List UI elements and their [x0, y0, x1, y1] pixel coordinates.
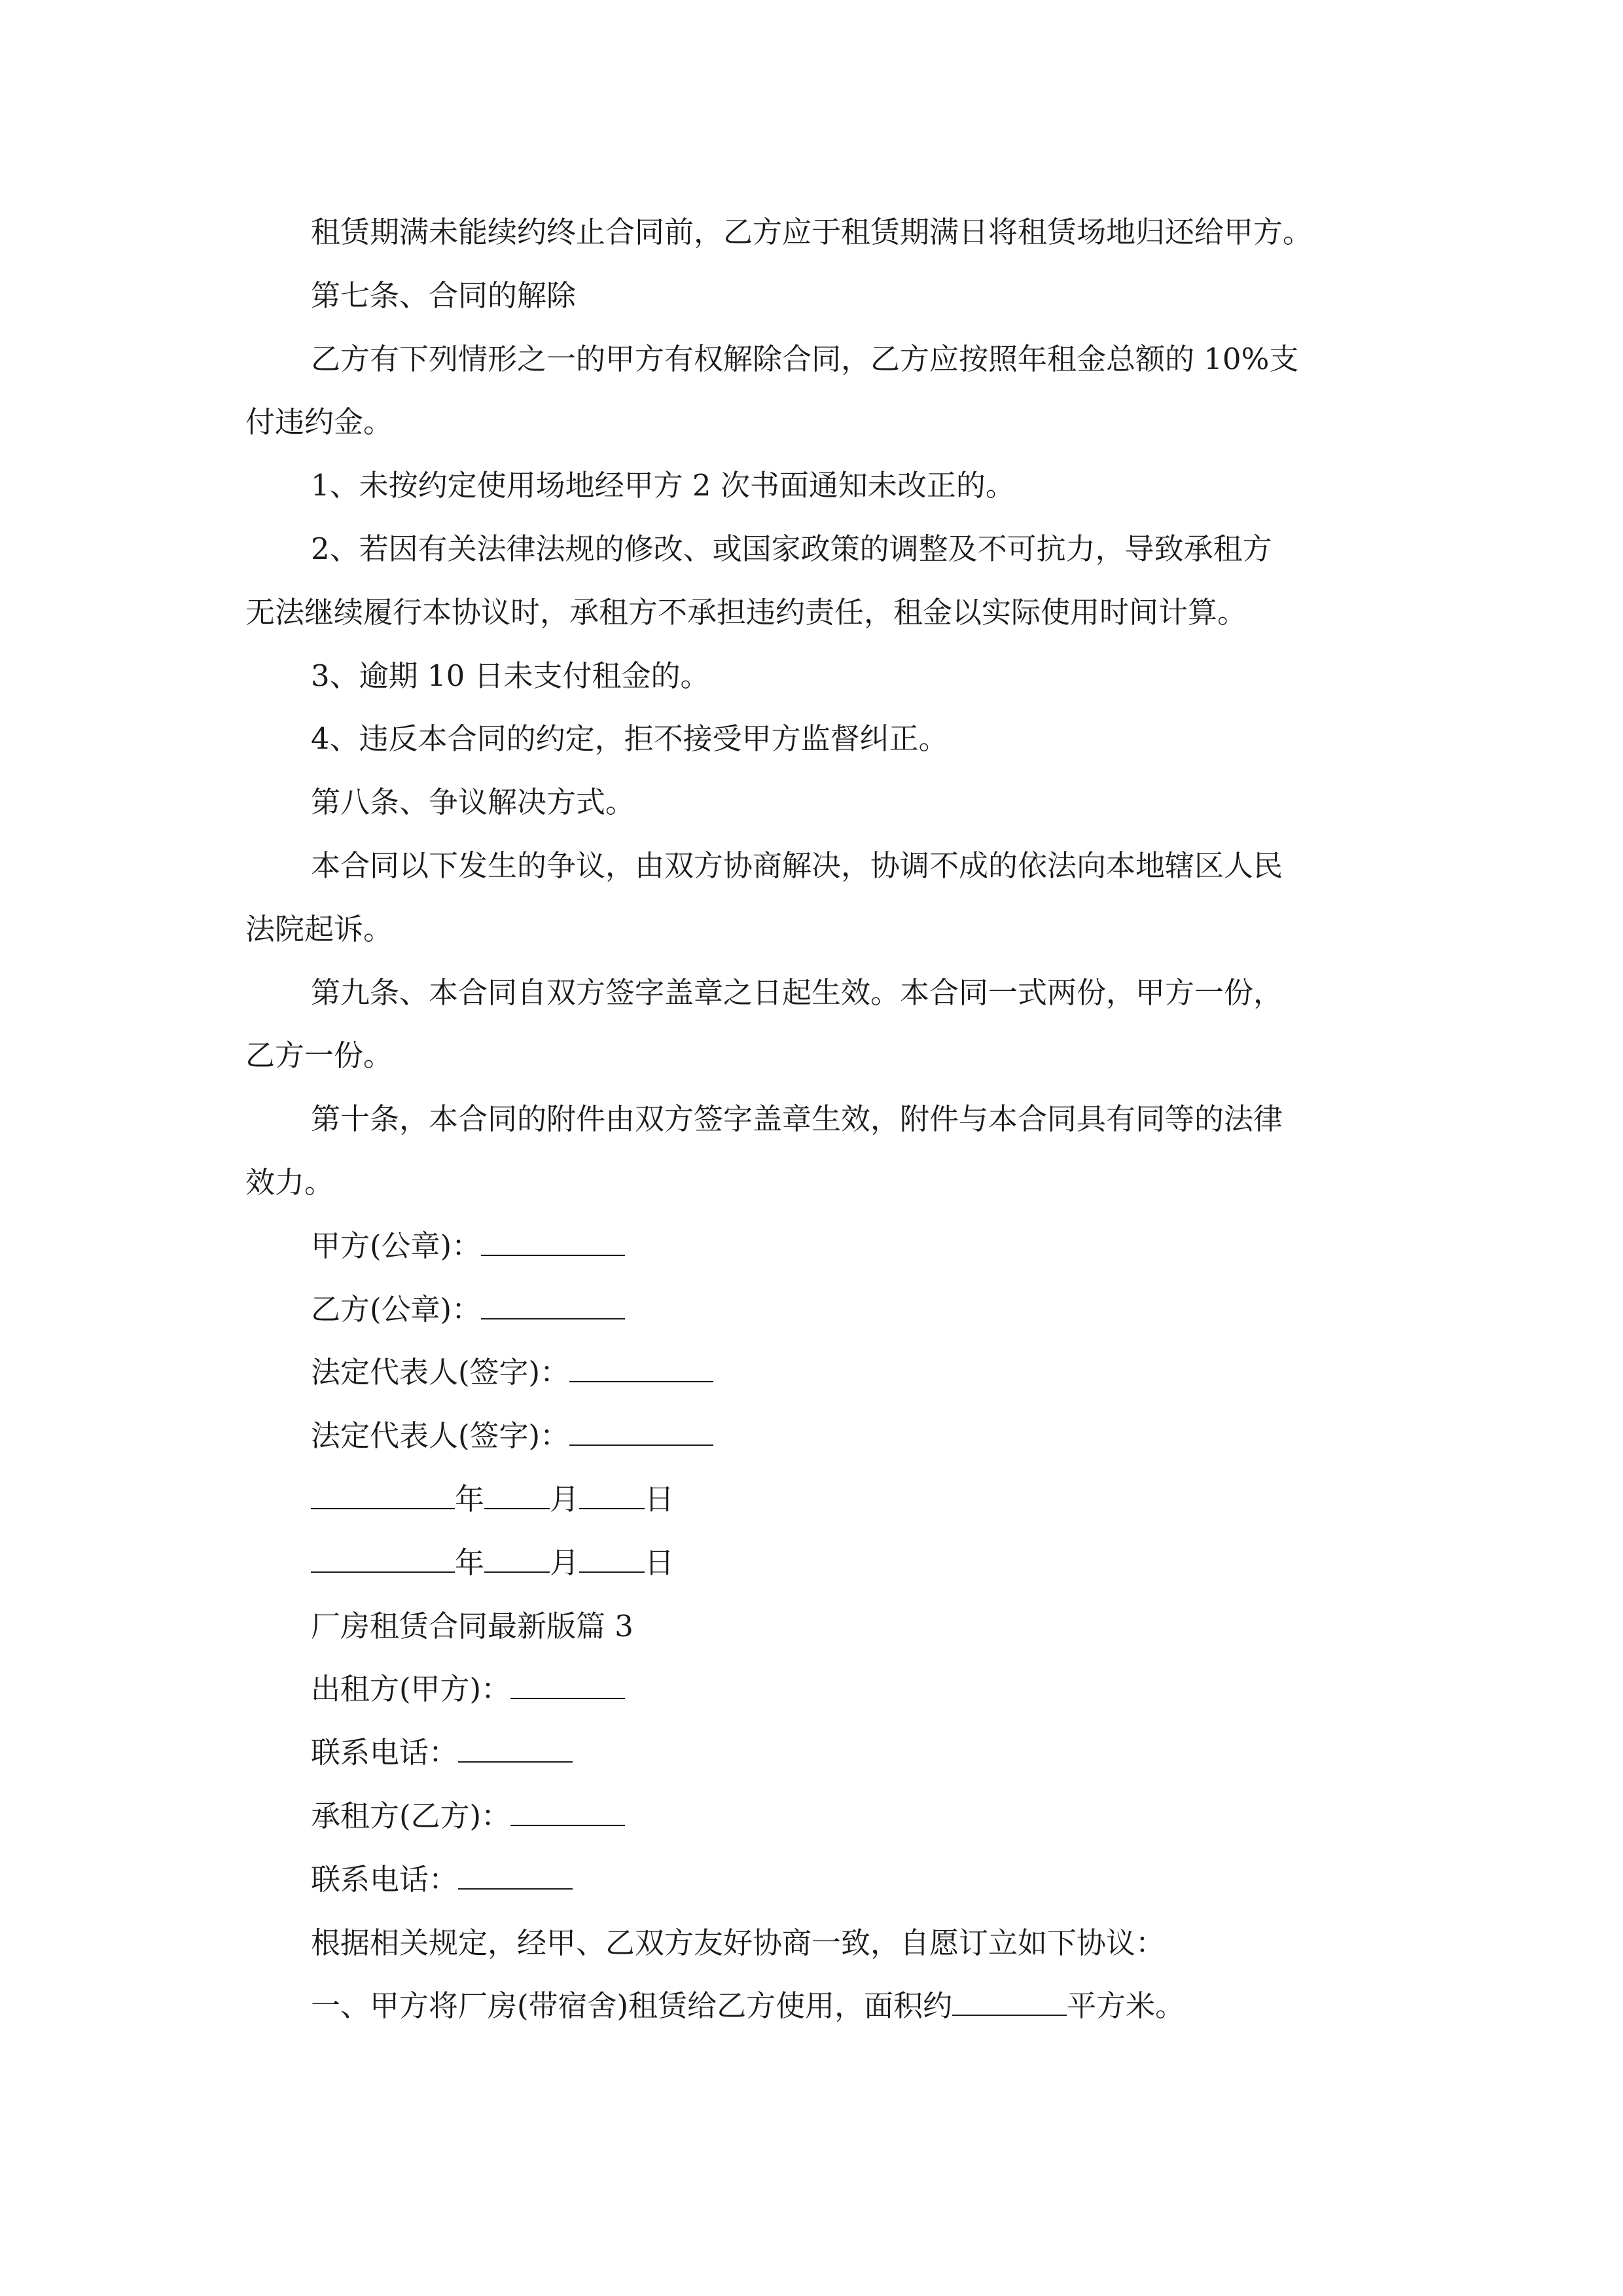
party-label: 出租方(甲方)：	[311, 1672, 511, 1706]
intro-paragraph: 根据相关规定，经甲、乙双方友好协商一致，自愿订立如下协议：	[311, 1926, 1166, 1960]
clause-text: 一、甲方将厂房(带宿舍)租赁给乙方使用，面积约	[311, 1988, 953, 2023]
year-blank	[311, 1551, 455, 1573]
signature-blank	[569, 1360, 713, 1382]
day-label: 日	[645, 1545, 675, 1580]
signature-label: 甲方(公章)：	[311, 1229, 482, 1263]
signature-party-a	[311, 1214, 625, 1278]
date-line	[311, 1467, 674, 1531]
year-blank	[311, 1487, 455, 1509]
month-label: 月	[550, 1482, 580, 1516]
list-item: 3、逾期 10 日未支付租金的。	[311, 658, 710, 693]
day-label: 日	[645, 1482, 675, 1516]
day-blank	[579, 1551, 645, 1573]
year-label: 年	[455, 1545, 485, 1580]
section-title: 厂房租赁合同最新版篇 3	[311, 1609, 633, 1643]
list-item: 4、违反本合同的约定，拒不接受甲方监督纠正。	[311, 721, 948, 756]
area-blank	[952, 1994, 1067, 2016]
party-label: 承租方(乙方)：	[311, 1799, 511, 1833]
clause-text: 平方米。	[1067, 1988, 1185, 2023]
signature-blank	[481, 1297, 625, 1319]
signature-blank	[569, 1424, 713, 1446]
party-lessee	[311, 1784, 625, 1848]
phone-blank	[458, 1740, 573, 1763]
signature-label: 法定代表人(签字)：	[311, 1418, 570, 1453]
party-lessee-phone	[311, 1848, 573, 1911]
month-blank	[484, 1551, 550, 1573]
date-line	[311, 1531, 674, 1594]
paragraph-line: 付违约金。	[245, 404, 393, 439]
paragraph-line: 第九条、本合同自双方签字盖章之日起生效。本合同一式两份，甲方一份，	[311, 975, 1283, 1010]
signature-label: 乙方(公章)：	[311, 1292, 482, 1327]
paragraph-line: 无法继续履行本协议时，承租方不承担违约责任，租金以实际使用时间计算。	[245, 595, 1247, 630]
article-heading: 第八条、争议解决方式。	[311, 785, 635, 819]
signature-legal-rep	[311, 1340, 713, 1404]
paragraph-line: 第十条，本合同的附件由双方签字盖章生效，附件与本合同具有同等的法律	[311, 1102, 1283, 1136]
paragraph-line: 效力。	[245, 1165, 334, 1200]
party-blank	[510, 1677, 625, 1699]
signature-party-b	[311, 1278, 625, 1341]
party-lessor	[311, 1657, 625, 1721]
paragraph-line: 乙方一份。	[245, 1038, 393, 1073]
paragraph-line: 租赁期满未能续约终止合同前，乙方应于租赁期满日将租赁场地归还给甲方。	[311, 215, 1313, 249]
list-item: 2、若因有关法律法规的修改、或国家政策的调整及不可抗力，导致承租方	[311, 531, 1272, 566]
clause-1	[311, 1974, 1185, 2037]
month-label: 月	[550, 1545, 580, 1580]
paragraph-line: 乙方有下列情形之一的甲方有权解除合同，乙方应按照年租金总额的 10%支	[311, 342, 1299, 376]
signature-label: 法定代表人(签字)：	[311, 1355, 570, 1390]
month-blank	[484, 1487, 550, 1509]
party-lessor-phone	[311, 1721, 573, 1784]
paragraph-line: 法院起诉。	[245, 912, 393, 946]
signature-blank	[481, 1234, 625, 1256]
article-heading: 第七条、合同的解除	[311, 278, 577, 313]
year-label: 年	[455, 1482, 485, 1516]
signature-legal-rep	[311, 1404, 713, 1467]
day-blank	[579, 1487, 645, 1509]
phone-label: 联系电话：	[311, 1862, 459, 1897]
paragraph-line: 本合同以下发生的争议，由双方协商解决，协调不成的依法向本地辖区人民	[311, 848, 1283, 883]
phone-label: 联系电话：	[311, 1735, 459, 1770]
party-blank	[510, 1804, 625, 1826]
list-item: 1、未按约定使用场地经甲方 2 次书面通知未改正的。	[311, 468, 1015, 503]
phone-blank	[458, 1867, 573, 1890]
